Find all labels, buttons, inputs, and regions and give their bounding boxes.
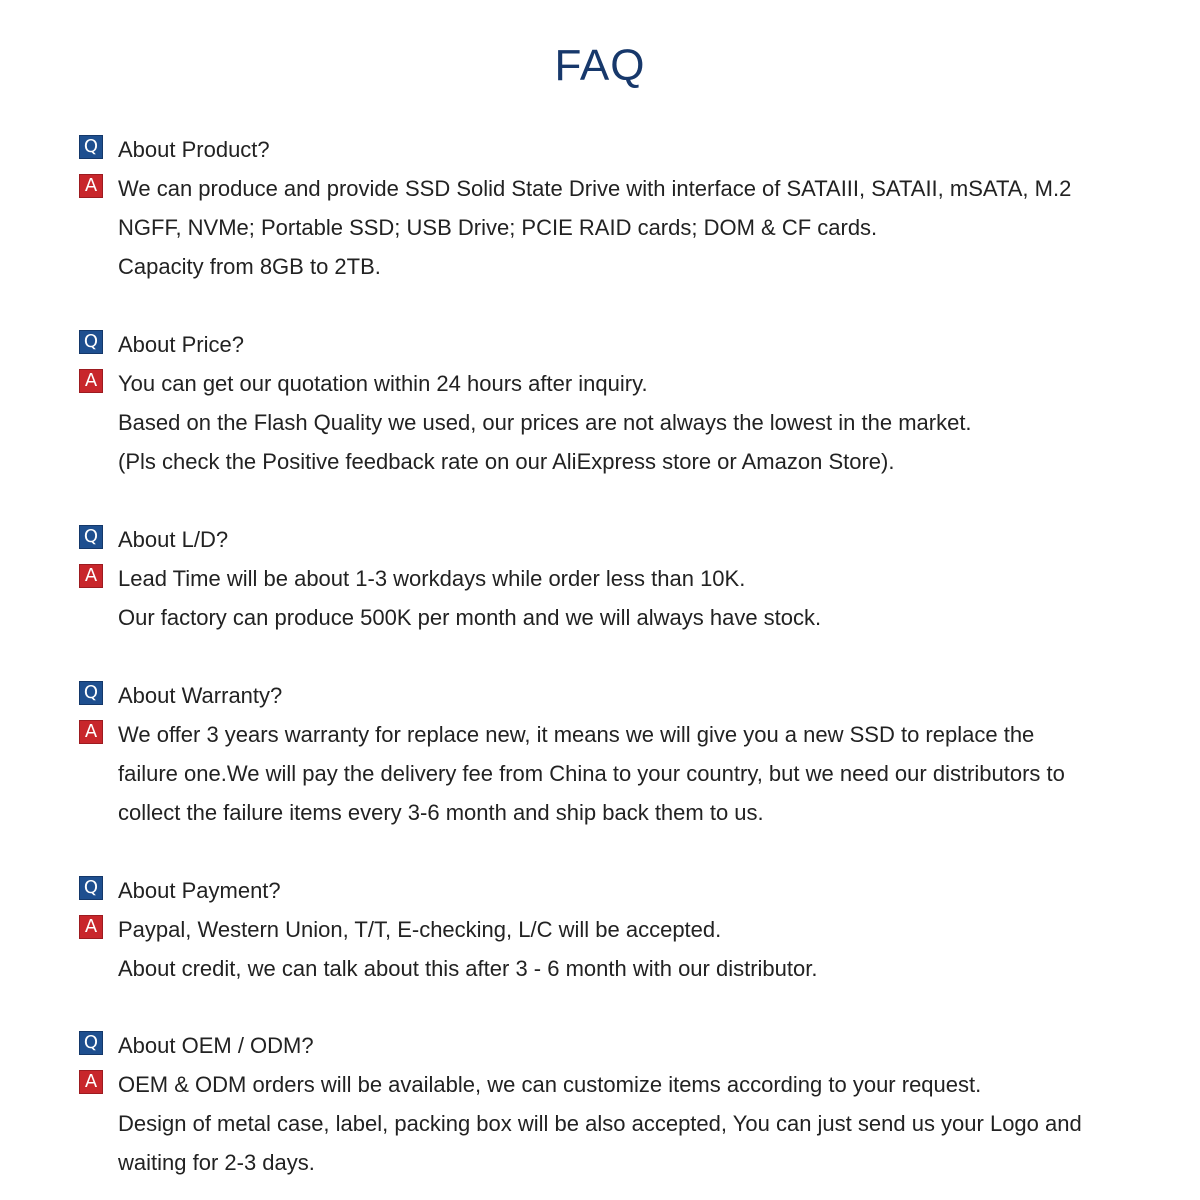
question-row — [0, 325, 1200, 364]
answer-line: Based on the Flash Quality we used, our prices are not always the lowest in the market. — [118, 410, 972, 435]
answer-text — [118, 364, 1118, 481]
answer-line: Design of metal case, label, packing box will be also accepted, You can just send us your Logo and — [118, 1111, 1082, 1136]
question-row — [0, 871, 1200, 910]
question-row — [0, 130, 1200, 169]
answer-line: waiting for 2-3 days. — [118, 1150, 315, 1175]
question-text: About Payment? — [118, 878, 281, 903]
answer-line: You can get our quotation within 24 hours after inquiry. — [118, 371, 648, 396]
answer-text — [118, 715, 1118, 832]
answer-text — [118, 559, 1118, 637]
a-badge-icon: A — [79, 915, 103, 939]
a-badge-icon: A — [79, 564, 103, 588]
question-text: About Price? — [118, 332, 244, 357]
a-badge-icon: A — [79, 720, 103, 744]
answer-line: Lead Time will be about 1-3 workdays while order less than 10K. — [118, 566, 746, 591]
q-badge-icon: Q — [79, 330, 103, 354]
answer-line: Capacity from 8GB to 2TB. — [118, 254, 381, 279]
answer-line: About credit, we can talk about this after 3 - 6 month with our distributor. — [118, 956, 818, 981]
answer-line: Paypal, Western Union, T/T, E-checking, L/C will be accepted. — [118, 917, 722, 942]
q-badge-icon: Q — [79, 135, 103, 159]
q-badge-icon: Q — [79, 1031, 103, 1055]
answer-line: collect the failure items every 3-6 month and ship back them to us. — [118, 800, 764, 825]
question-text: About Warranty? — [118, 683, 283, 708]
a-badge-icon: A — [79, 174, 103, 198]
question-row — [0, 520, 1200, 559]
answer-line: failure one.We will pay the delivery fee from China to your country, but we need our distributors to — [118, 761, 1065, 786]
answer-text — [118, 1065, 1118, 1182]
answer-text — [118, 910, 1118, 988]
page-title: FAQ — [554, 41, 646, 90]
q-badge-icon: Q — [79, 525, 103, 549]
question-row — [0, 676, 1200, 715]
answer-line: Our factory can produce 500K per month and we will always have stock. — [118, 605, 822, 630]
question-text: About L/D? — [118, 527, 229, 552]
question-row — [0, 1026, 1200, 1065]
answer-line: We can produce and provide SSD Solid State Drive with interface of SATAIII, SATAII, mSATA, M.2 — [118, 176, 1072, 201]
question-text: About OEM / ODM? — [118, 1033, 314, 1058]
question-text: About Product? — [118, 137, 270, 162]
answer-line: We offer 3 years warranty for replace new, it means we will give you a new SSD to replace the — [118, 722, 1035, 747]
q-badge-icon: Q — [79, 876, 103, 900]
a-badge-icon: A — [79, 369, 103, 393]
answer-line: OEM & ODM orders will be available, we can customize items according to your request. — [118, 1072, 982, 1097]
answer-text — [118, 169, 1118, 286]
answer-line: (Pls check the Positive feedback rate on our AliExpress store or Amazon Store). — [118, 449, 895, 474]
q-badge-icon: Q — [79, 681, 103, 705]
a-badge-icon: A — [79, 1070, 103, 1094]
answer-line: NGFF, NVMe; Portable SSD; USB Drive; PCIE RAID cards; DOM & CF cards. — [118, 215, 878, 240]
